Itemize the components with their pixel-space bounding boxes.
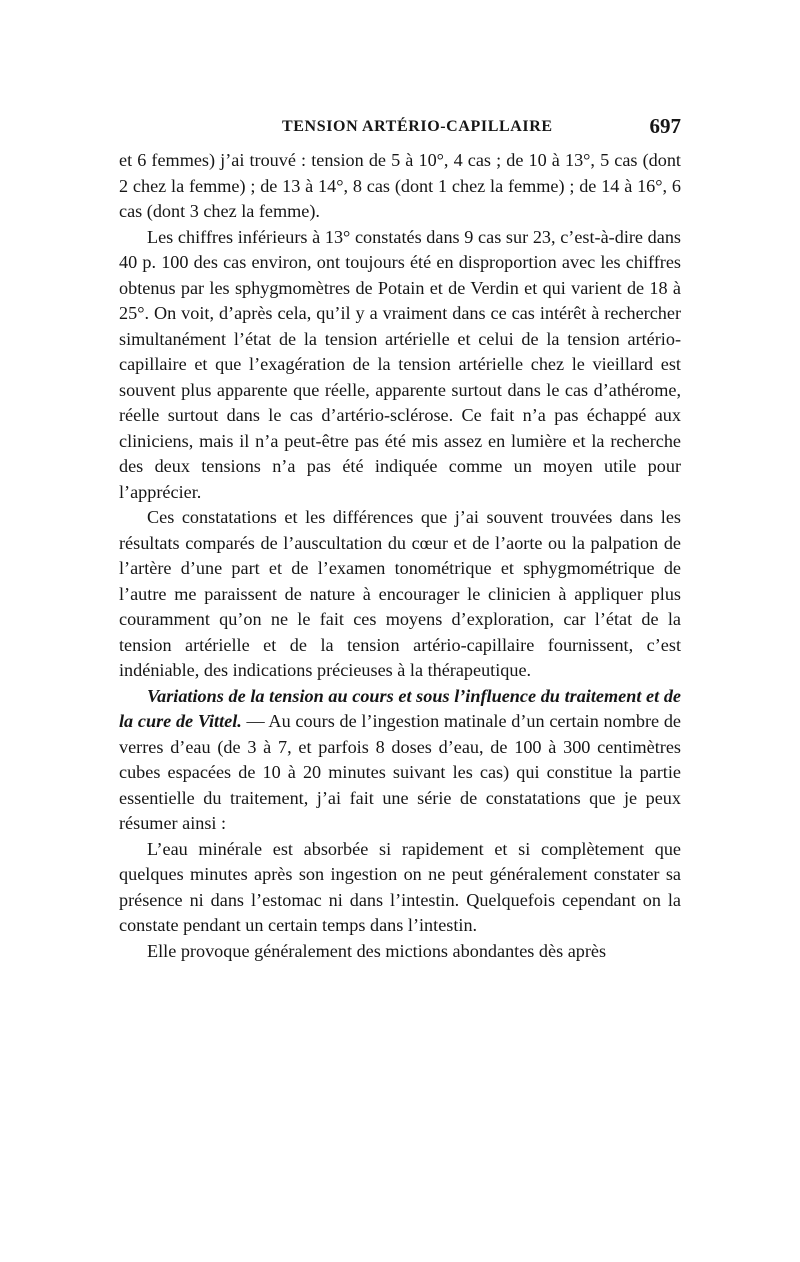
running-title: TENSION ARTÉRIO-CAPILLAIRE (282, 118, 553, 135)
page-number: 697 (649, 114, 681, 138)
body-text (119, 148, 681, 964)
paragraph-1: et 6 femmes) j’ai trouvé : tension de 5 à 10°, 4 cas ; de 10 à 13°, 5 cas (dont 2 chez la femme) ; de 13 à 14°, 8 cas (dont 1 chez la femme) ; de 14 à 16°, 6 cas (dont 3 chez la femme). (119, 150, 681, 221)
section-text: — Au cours de l’ingestion matinale d’un certain nombre de verres d’eau (de 3 à 7, et parfois 8 doses d’eau, de 100 à 300 centimètres cubes espacées de 10 à 20 minutes suivant les cas) qui constitue la partie essentielle du traitement, j’ai fait une série de constatations que je peux résumer ainsi : (119, 711, 681, 833)
section-heading: Variations de la tension au cours et sous l’influence du traitement et de la cure de Vittel. (119, 685, 681, 731)
paragraph-2: Les chiffres inférieurs à 13° constatés dans 9 cas sur 23, c’est-à-dire dans 40 p. 100 des cas environ, ont toujours été en disproportion avec les chiffres obtenus par les sphygmomètres de Potain et de Verdin et qui varient de 18 à 25°. On voit, d’après cela, qu’il y a vraiment dans ce cas intérêt à rechercher simultanément l’état de la tension artérielle et celui de la tension artério-capillaire et que l’exagération de la tension artérielle chez le vieillard est souvent plus apparente que réelle, apparente surtout dans le cas d’athérome, réelle surtout dans le cas d’artério-sclérose. Ce fait n’a pas échappé aux cliniciens, mais il n’a peut-être pas été mis assez en lumière et la recherche des deux tensions n’a pas été indiquée comme un moyen utile pour l’apprécier. (119, 226, 681, 502)
paragraph-3: Ces constatations et les différences que j’ai souvent trouvées dans les résultats comparés de l’auscultation du cœur et de l’aorte ou la palpation de l’artère d’une part et de l’examen tonométrique et sphygmométrique de l’autre me paraissent de nature à encourager le clinicien à appliquer plus couramment qu’on ne le fait ces moyens d’exploration, car l’état de la tension artérielle et de la tension artério-capillaire fournissent, c’est indéniable, des indications précieuses à la thérapeutique. (119, 507, 681, 680)
section-paragraph (119, 684, 681, 837)
book-page (119, 112, 681, 964)
paragraph-5: L’eau minérale est absorbée si rapidement et si complètement que quelques minutes après son ingestion on ne peut généralement constater sa présence ni dans l’estomac ni dans l’intestin. Quelquefois cependant on la constate pendant un certain temps dans l’intestin. (119, 838, 681, 935)
page-header (119, 112, 681, 142)
paragraph-6: Elle provoque généralement des mictions abondantes dès après (147, 940, 607, 961)
